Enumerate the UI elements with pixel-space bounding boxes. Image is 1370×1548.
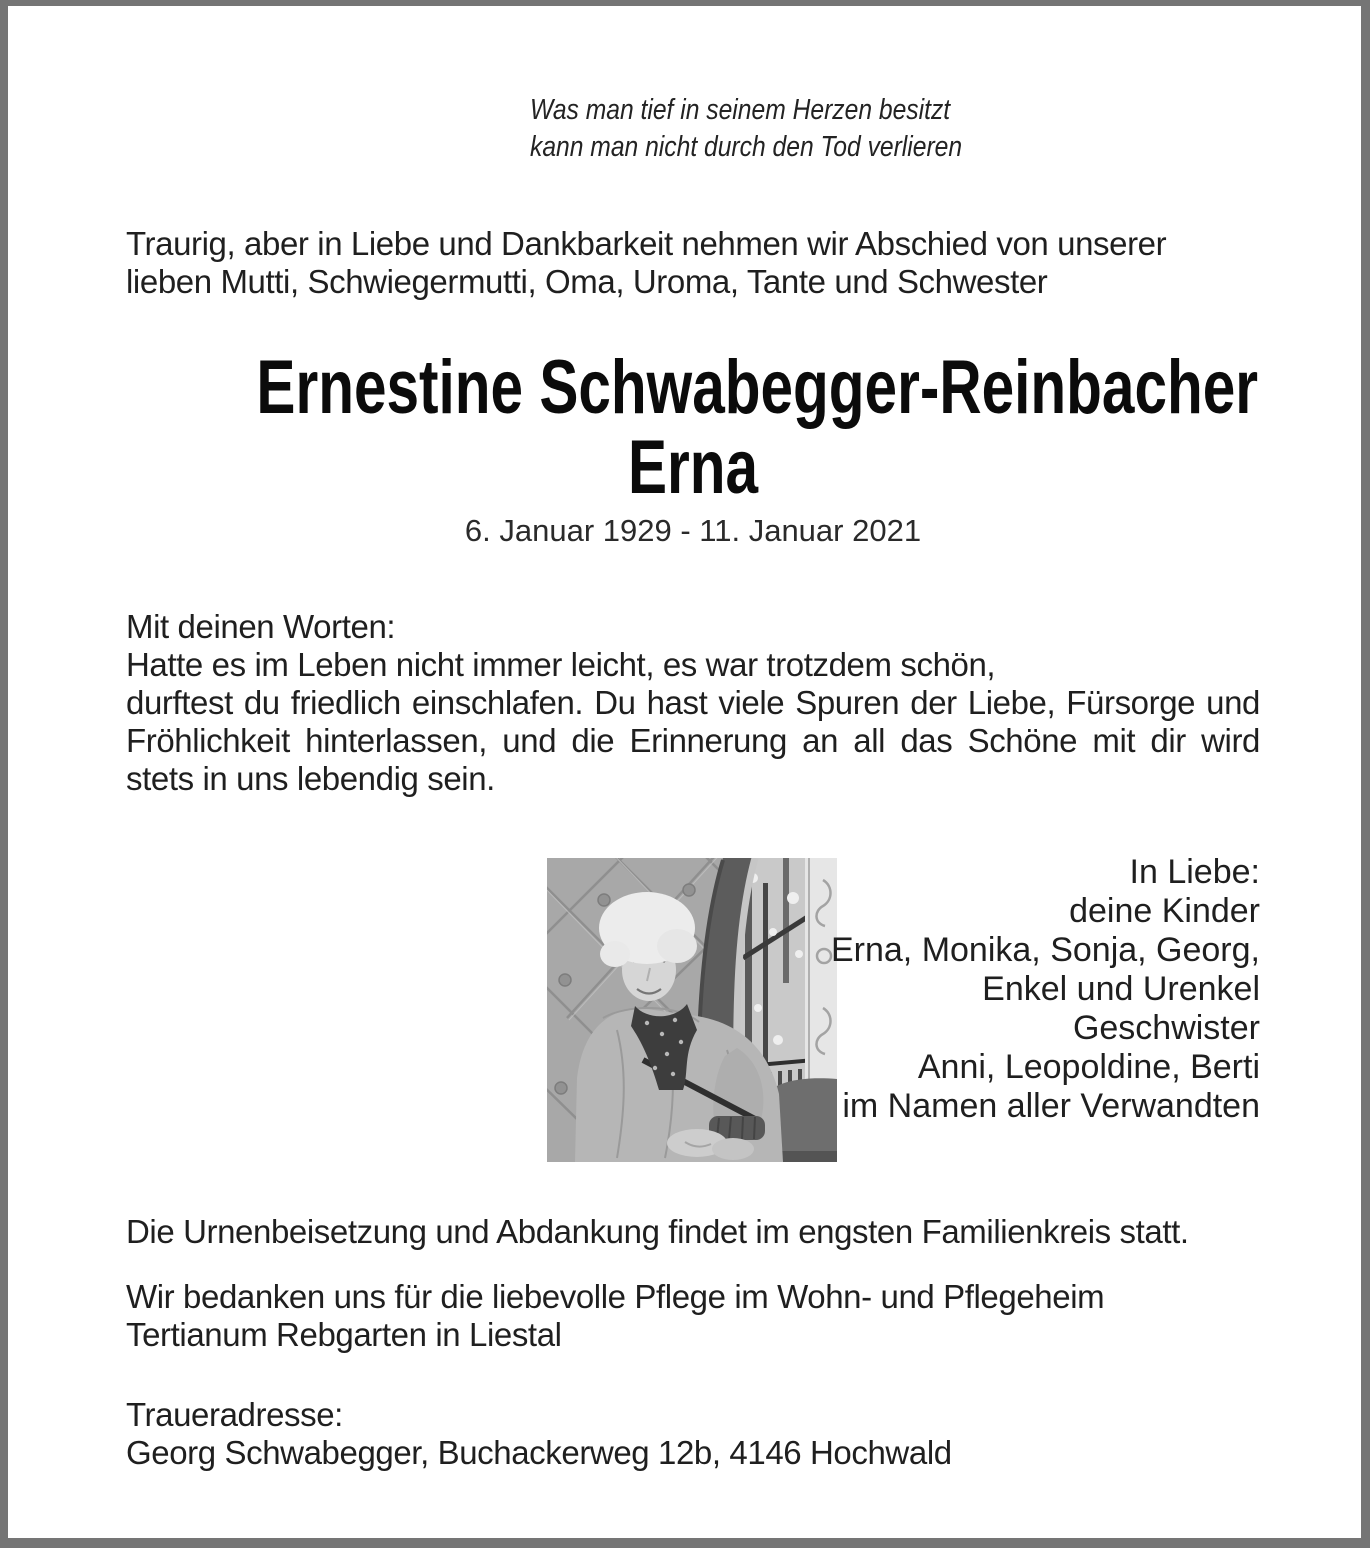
farewell-line: Erna, Monika, Sonja, Georg, bbox=[830, 931, 1260, 969]
quote-paragraph bbox=[126, 608, 1260, 798]
farewell-line: Enkel und Urenkel bbox=[982, 970, 1260, 1008]
farewell-line: In Liebe: bbox=[1129, 853, 1260, 891]
service-notice bbox=[126, 1213, 1260, 1251]
farewell-line: deine Kinder bbox=[1069, 892, 1260, 930]
epigraph-line: kann man nicht durch den Tod verlieren bbox=[530, 131, 963, 163]
life-dates: 6. Januar 1929 - 11. Januar 2021 bbox=[464, 513, 922, 548]
intro-line: Traurig, aber in Liebe und Dankbarkeit nehmen wir Abschied von unserer bbox=[126, 225, 1167, 262]
epigraph-line: Was man tief in seinem Herzen besitzt bbox=[530, 94, 951, 126]
deceased-name-line1: Ernestine Schwabegger-Reinbacher bbox=[256, 345, 1259, 430]
thanks-paragraph bbox=[126, 1278, 1260, 1354]
mourning-address bbox=[126, 1396, 1260, 1472]
farewell-line: Geschwister bbox=[1072, 1009, 1260, 1047]
farewell-line: Anni, Leopoldine, Berti bbox=[917, 1048, 1260, 1086]
deceased-name bbox=[126, 345, 1260, 510]
mourning-address-label: Traueradresse: bbox=[126, 1396, 343, 1433]
epigraph bbox=[530, 92, 962, 166]
service-line: Die Urnenbeisetzung und Abdankung findet im engsten Familienkreis statt. bbox=[126, 1213, 1189, 1250]
intro-line: lieben Mutti, Schwiegermutti, Oma, Uroma, Tante und Schwester bbox=[126, 263, 1048, 300]
quote-line: stets in uns lebendig sein. bbox=[126, 760, 495, 797]
quote-line: Mit deinen Worten: bbox=[126, 608, 396, 645]
farewell-block bbox=[126, 853, 1260, 1126]
quote-line: Hatte es im Leben nicht immer leicht, es war trotzdem schön, bbox=[126, 646, 996, 683]
thanks-line: Wir bedanken uns für die liebevolle Pflege im Wohn- und Pflegeheim bbox=[126, 1278, 1105, 1315]
quote-line: Fröhlichkeit hinterlassen, und die Erinnerung an all das Schöne mit dir wird bbox=[126, 722, 1260, 759]
mourning-address-line: Georg Schwabegger, Buchackerweg 12b, 4146 Hochwald bbox=[126, 1434, 952, 1471]
quote-line: durftest du friedlich einschlafen. Du hast viele Spuren der Liebe, Fürsorge und bbox=[126, 684, 1260, 721]
thanks-line: Tertianum Rebgarten in Liestal bbox=[126, 1316, 562, 1353]
deceased-name-line2: Erna bbox=[627, 425, 759, 510]
farewell-line: im Namen aller Verwandten bbox=[842, 1087, 1260, 1125]
intro-paragraph bbox=[126, 225, 1260, 301]
